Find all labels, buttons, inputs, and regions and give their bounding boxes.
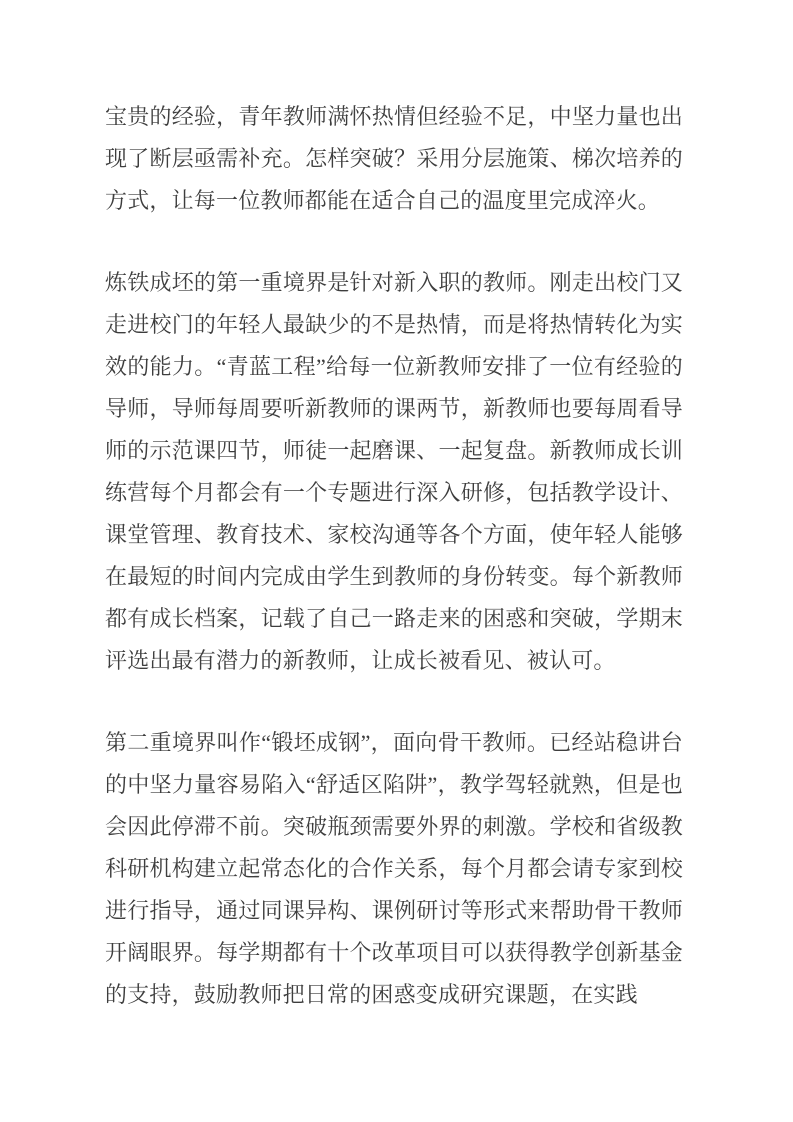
paragraph-first-stage-new-teachers: 炼铁成坯的第一重境界是针对新入职的教师。刚走出校门又走进校门的年轻人最缺少的不是热情，而是将热情转化为实效的能力。“青蓝工程”给每一位新教师安排了一位有经验的导师，导师每周要听新教师的课两节，新教师也要每周看导师的示范课四节，师徒一起磨课、一起复盘。新教师成长训练营每个月都会有一个专题进行深入研修，包括教学设计、课堂管理、教育技术、家校沟通等各个方面，使年轻人能够在最短的时间内完成由学生到教师的身份转变。每个新教师都有成长档案，记载了自己一路走来的困惑和突破，学期末评选出最有潜力的新教师，让成长被看见、被认可。: [105, 270, 683, 673]
paragraph-second-stage-backbone-teachers: 第二重境界叫作“锻坯成钢”，面向骨干教师。已经站稳讲台的中坚力量容易陷入“舒适区陷阱”，教学驾轻就熟，但是也会因此停滞不前。突破瓶颈需要外界的刺激。学校和省级教科研机构建立起常态化的合作关系，每个月都会请专家到校进行指导，通过同课异构、课例研讨等形式来帮助骨干教师开阔眼界。每学期都有十个改革项目可以获得教学创新基金的支持，鼓励教师把日常的困惑变成研究课题，在实践: [105, 730, 683, 1007]
document-text-block: [105, 96, 683, 1016]
paragraph-intro-breakthrough: 宝贵的经验，青年教师满怀热情但经验不足，中坚力量也出现了断层亟需补充。怎样突破？采用分层施策、梯次培养的方式，让每一位教师都能在适合自己的温度里完成淬火。: [105, 104, 683, 213]
